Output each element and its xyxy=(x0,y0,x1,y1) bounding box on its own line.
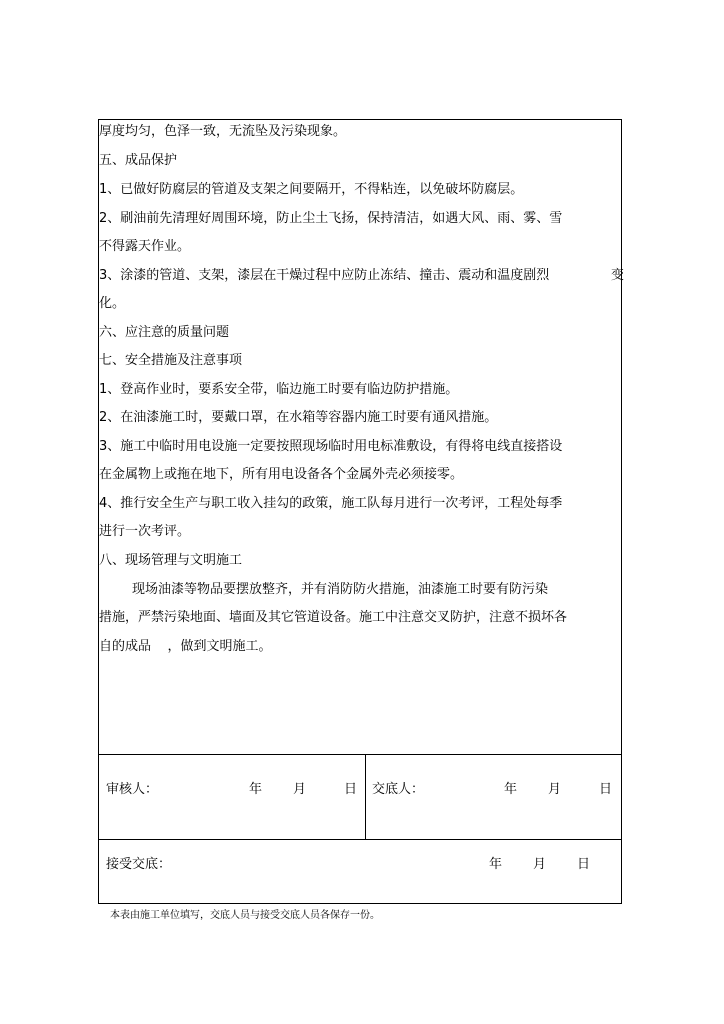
body-line: 1、登高作业时，要系安全带，临边施工时要有临边防护措施。 xyxy=(99,382,459,397)
signoff-column-divider xyxy=(365,754,366,839)
body-line: 自的成品 ，做到文明施工。 xyxy=(99,639,272,654)
reviewer-day: 日 xyxy=(344,782,358,797)
receiver-label: 接受交底： xyxy=(106,857,172,872)
body-line: 化。 xyxy=(99,296,126,311)
footnote: 本表由施工单位填写，交底人员与接受交底人员各保存一份。 xyxy=(110,910,380,921)
receiver-year: 年 xyxy=(489,857,503,872)
body-line: 2、在油漆施工时，要戴口罩，在水箱等容器内施工时要有通风措施。 xyxy=(99,410,498,425)
discloser-day: 日 xyxy=(599,782,613,797)
body-line: 现场油漆等物品要摆放整齐，并有消防防火措施，油漆施工时要有防污染 xyxy=(99,582,549,597)
body-line: 3、施工中临时用电设施一定要按照现场临时用电标准敷设，有得将电线直接搭设 xyxy=(99,439,563,454)
receiver-month: 月 xyxy=(533,857,547,872)
signoff-middle-border xyxy=(99,839,621,840)
body-line: 1、已做好防腐层的管道及支架之间要隔开，不得粘连，以免破坏防腐层。 xyxy=(99,182,524,197)
body-line: 4、推行安全生产与职工收入挂勾的政策，施工队每月进行一次考评，工程处每季 xyxy=(99,496,563,511)
section-heading: 七、安全措施及注意事项 xyxy=(99,353,243,368)
reviewer-month: 月 xyxy=(293,782,307,797)
body-line: 在金属物上或拖在地下，所有用电设备各个金属外壳必须接零。 xyxy=(99,467,464,482)
section-heading: 八、现场管理与文明施工 xyxy=(99,553,243,568)
body-line: 2、刷油前先清理好周围环境，防止尘土飞扬，保持清洁，如遇大风、雨、雾、雪 xyxy=(99,211,563,226)
receiver-day: 日 xyxy=(577,857,591,872)
body-line: 不得露天作业。 xyxy=(99,239,191,254)
body-line: 进行一次考评。 xyxy=(99,524,191,539)
section-heading: 六、应注意的质量问题 xyxy=(99,325,230,340)
disclosure-form-table xyxy=(98,119,625,904)
reviewer-year: 年 xyxy=(249,782,263,797)
section-heading: 五、成品保护 xyxy=(99,153,178,168)
discloser-year: 年 xyxy=(504,782,518,797)
body-line: 厚度均匀，色泽一致，无流坠及污染现象。 xyxy=(99,124,347,139)
discloser-label: 交底人： xyxy=(372,782,425,797)
signoff-top-border xyxy=(99,754,621,755)
discloser-month: 月 xyxy=(548,782,562,797)
body-line-trailing-char: 变 xyxy=(611,268,625,283)
reviewer-label: 审核人： xyxy=(106,782,159,797)
form-content-cell xyxy=(99,120,623,754)
body-line: 措施，严禁污染地面、墙面及其它管道设备。施工中注意交叉防护，注意不损坏各 xyxy=(99,610,568,625)
body-line: 3、涂漆的管道、支架，漆层在干燥过程中应防止冻结、撞击、震动和温度剧烈 xyxy=(99,268,550,283)
